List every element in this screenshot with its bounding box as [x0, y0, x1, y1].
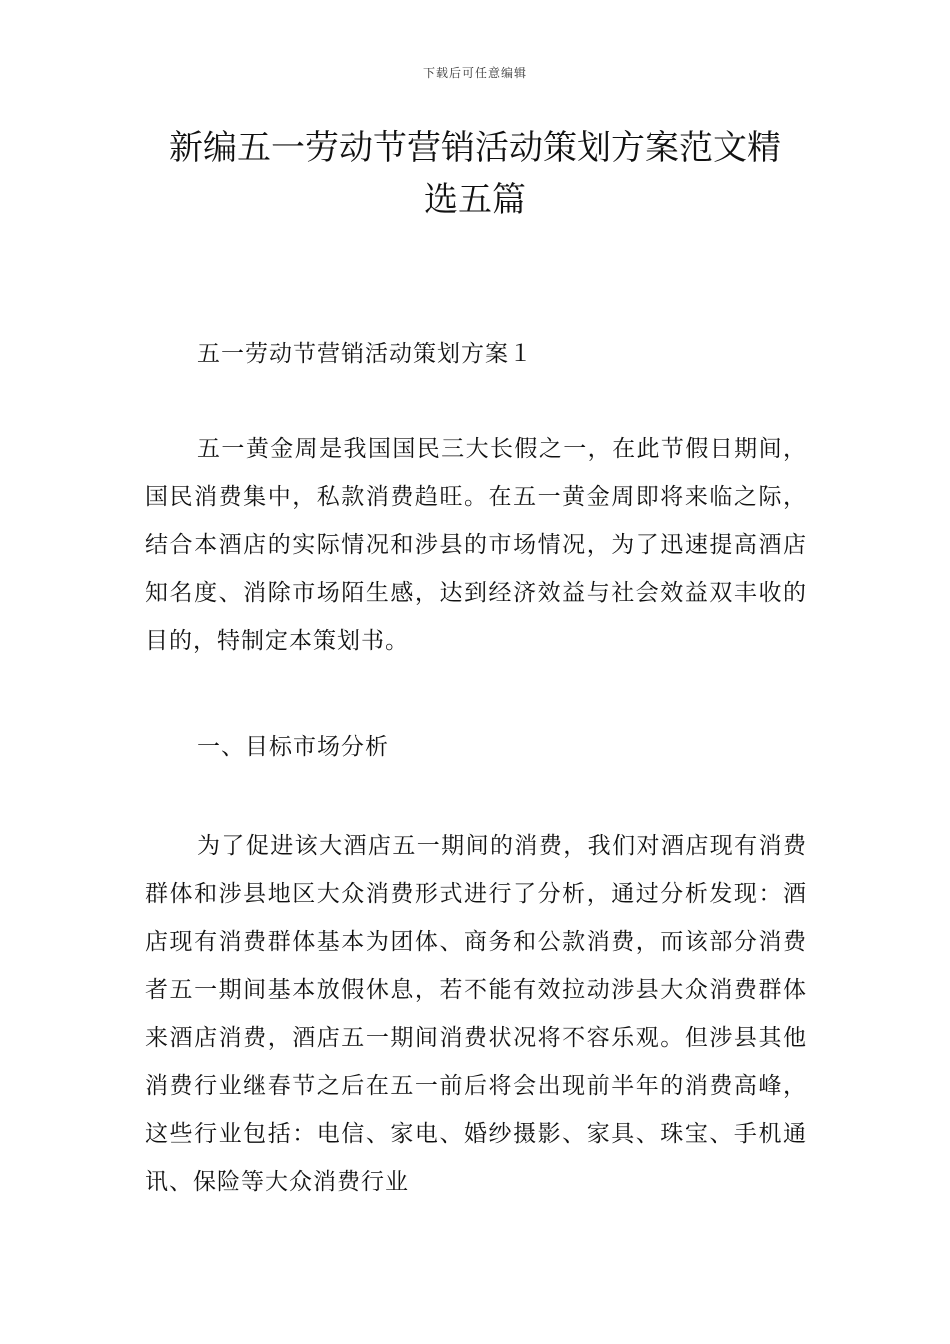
paragraph-market-analysis: 为了促进该大酒店五一期间的消费，我们对酒店现有消费群体和涉县地区大众消费形式进行了分析，通过分析发现：酒店现有消费群体基本为团体、商务和公款消费，而该部分消费者五一期间基本放假休息，若不能有效拉动涉县大众消费群体来酒店消费，酒店五一期间消费状况将不容乐观。但涉县其他消费行业继春节之后在五一前后将会出现前半年的消费高峰，这些行业包括：电信、家电、婚纱摄影、家具、珠宝、手机通讯、保险等大众消费行业 — [145, 833, 807, 1195]
paragraph-intro: 五一黄金周是我国国民三大长假之一，在此节假日期间，国民消费集中，私款消费趋旺。在五一黄金周即将来临之际，结合本酒店的实际情况和涉县的市场情况，为了迅速提高酒店知名度、消除市场陌生感，达到经济效益与社会效益双丰收的目的，特制定本策划书。 — [145, 436, 807, 654]
header-note: 下载后可任意编辑 — [422, 66, 527, 80]
document-subheading: 五一劳动节营销活动策划方案１ — [197, 341, 533, 367]
section-heading-target-market: 一、目标市场分析 — [197, 734, 389, 760]
document-title — [140, 122, 810, 226]
document-title-line-2: 选五篇 — [424, 180, 526, 220]
document-title-line-1: 新编五一劳动节营销活动策划方案范文精 — [169, 128, 781, 168]
